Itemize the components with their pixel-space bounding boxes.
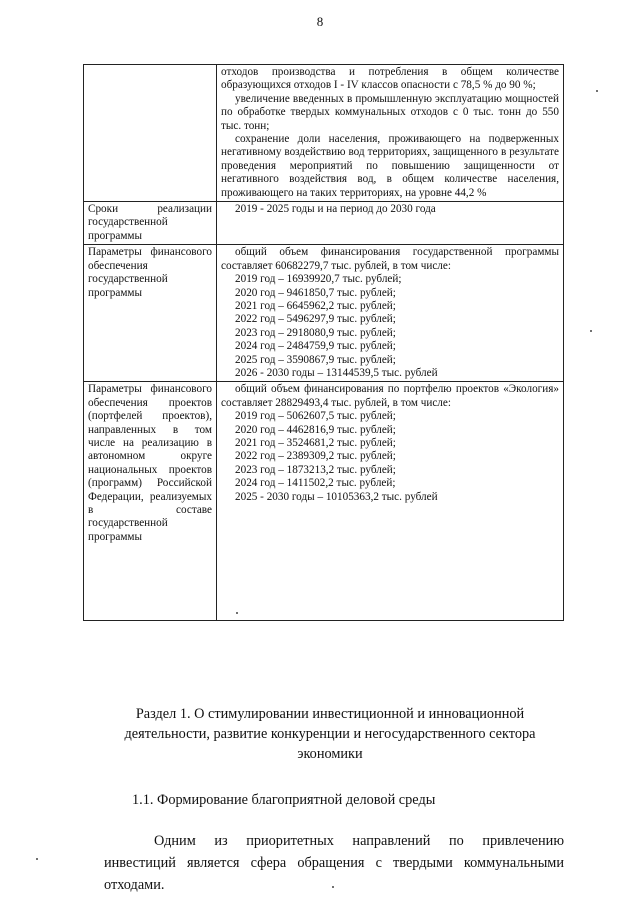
finance-year: 2026 - 2030 годы – 13144539,5 тыс. рублей [235,366,438,379]
scan-speck [590,330,592,332]
scan-speck [36,858,38,860]
page-number: 8 [316,14,324,29]
table-row-projects [84,382,564,621]
list-item: увеличение введенных в промышленную эксплуатацию мощностей по обработке твердых коммунальных отходов с 0 тыс. тонн до 550 тыс. тонн; [221,92,559,132]
projects-year: 2025 - 2030 годы – 10105363,2 тыс. рублей [235,490,438,503]
finance-year: 2025 год – 3590867,9 тыс. рублей; [235,353,396,366]
section-heading: Раздел 1. О стимулировании инвестиционной и инновационной деятельности, развитие конкуренции и негосударственного сектора экономики [124,706,536,762]
projects-year: 2023 год – 1873213,2 тыс. рублей; [235,463,396,476]
projects-year: 2021 год – 3524681,2 тыс. рублей; [235,436,396,449]
scan-speck [332,886,334,888]
row-label-terms: Сроки реализации государственной программы [84,202,217,245]
row-label-finance: Параметры финансового обеспечения государственной программы [84,245,217,382]
finance-year: 2022 год – 5496297,9 тыс. рублей; [235,313,396,326]
row-label-projects: Параметры финансового обеспечения проектов (портфелей проектов), направленных в том числе на реализацию в автономном округе национальных проектов (программ) Российской Федерации, реализуемых в составе государственной программы [84,382,217,621]
projects-year: 2024 год – 1411502,2 тыс. рублей; [235,477,396,490]
finance-year: 2020 год – 9461850,7 тыс. рублей; [235,286,396,299]
table-row-finance [84,245,564,382]
list-item: сохранение доли населения, проживающего на подверженных негативному воздействию вод территориях, защищенного в результате проведения мероприятий по повышению защищенности от негативного воздействия вод, в общем количестве населения, проживающего на таких территориях, на уровне 44,2 % [221,133,559,199]
finance-year: 2019 год – 16939920,7 тыс. рублей; [235,273,402,286]
table-row-terms [84,202,564,245]
table-row-continuation [84,65,564,202]
scan-speck [596,90,598,92]
finance-year: 2024 год – 2484759,9 тыс. рублей; [235,340,396,353]
body-paragraph [104,830,564,896]
row-label-empty [84,65,217,202]
row-value-terms [217,202,564,245]
projects-intro: общий объем финансирования по портфелю проектов «Экология» составляет 28829493,4 тыс. рублей, в том числе: [221,383,559,409]
subsection-heading: 1.1. Формирование благоприятной деловой среды [132,792,436,808]
projects-year: 2019 год – 5062607,5 тыс. рублей; [235,410,396,423]
scan-speck [236,612,238,614]
passport-table [83,64,564,621]
row-value-continuation [217,65,564,202]
projects-year: 2020 год – 4462816,9 тыс. рублей; [235,423,396,436]
row-value-finance [217,245,564,382]
paragraph-text: Одним из приоритетных направлений по привлечению инвестиций является сфера обращения с твердыми коммунальными отходами. [104,833,564,893]
list-item: отходов производства и потребления в общем количестве образующихся отходов I - IV классов опасности с 78,5 % до 90 %; [221,66,559,92]
finance-intro: общий объем финансирования государственной программы составляет 60682279,7 тыс. рублей, в том числе: [221,246,559,272]
terms-value: 2019 - 2025 годы и на период до 2030 года [235,203,436,216]
finance-year: 2023 год – 2918080,9 тыс. рублей; [235,326,396,339]
finance-year: 2021 год – 6645962,2 тыс. рублей; [235,299,396,312]
projects-year: 2022 год – 2389309,2 тыс. рублей; [235,450,396,463]
row-value-projects [217,382,564,621]
